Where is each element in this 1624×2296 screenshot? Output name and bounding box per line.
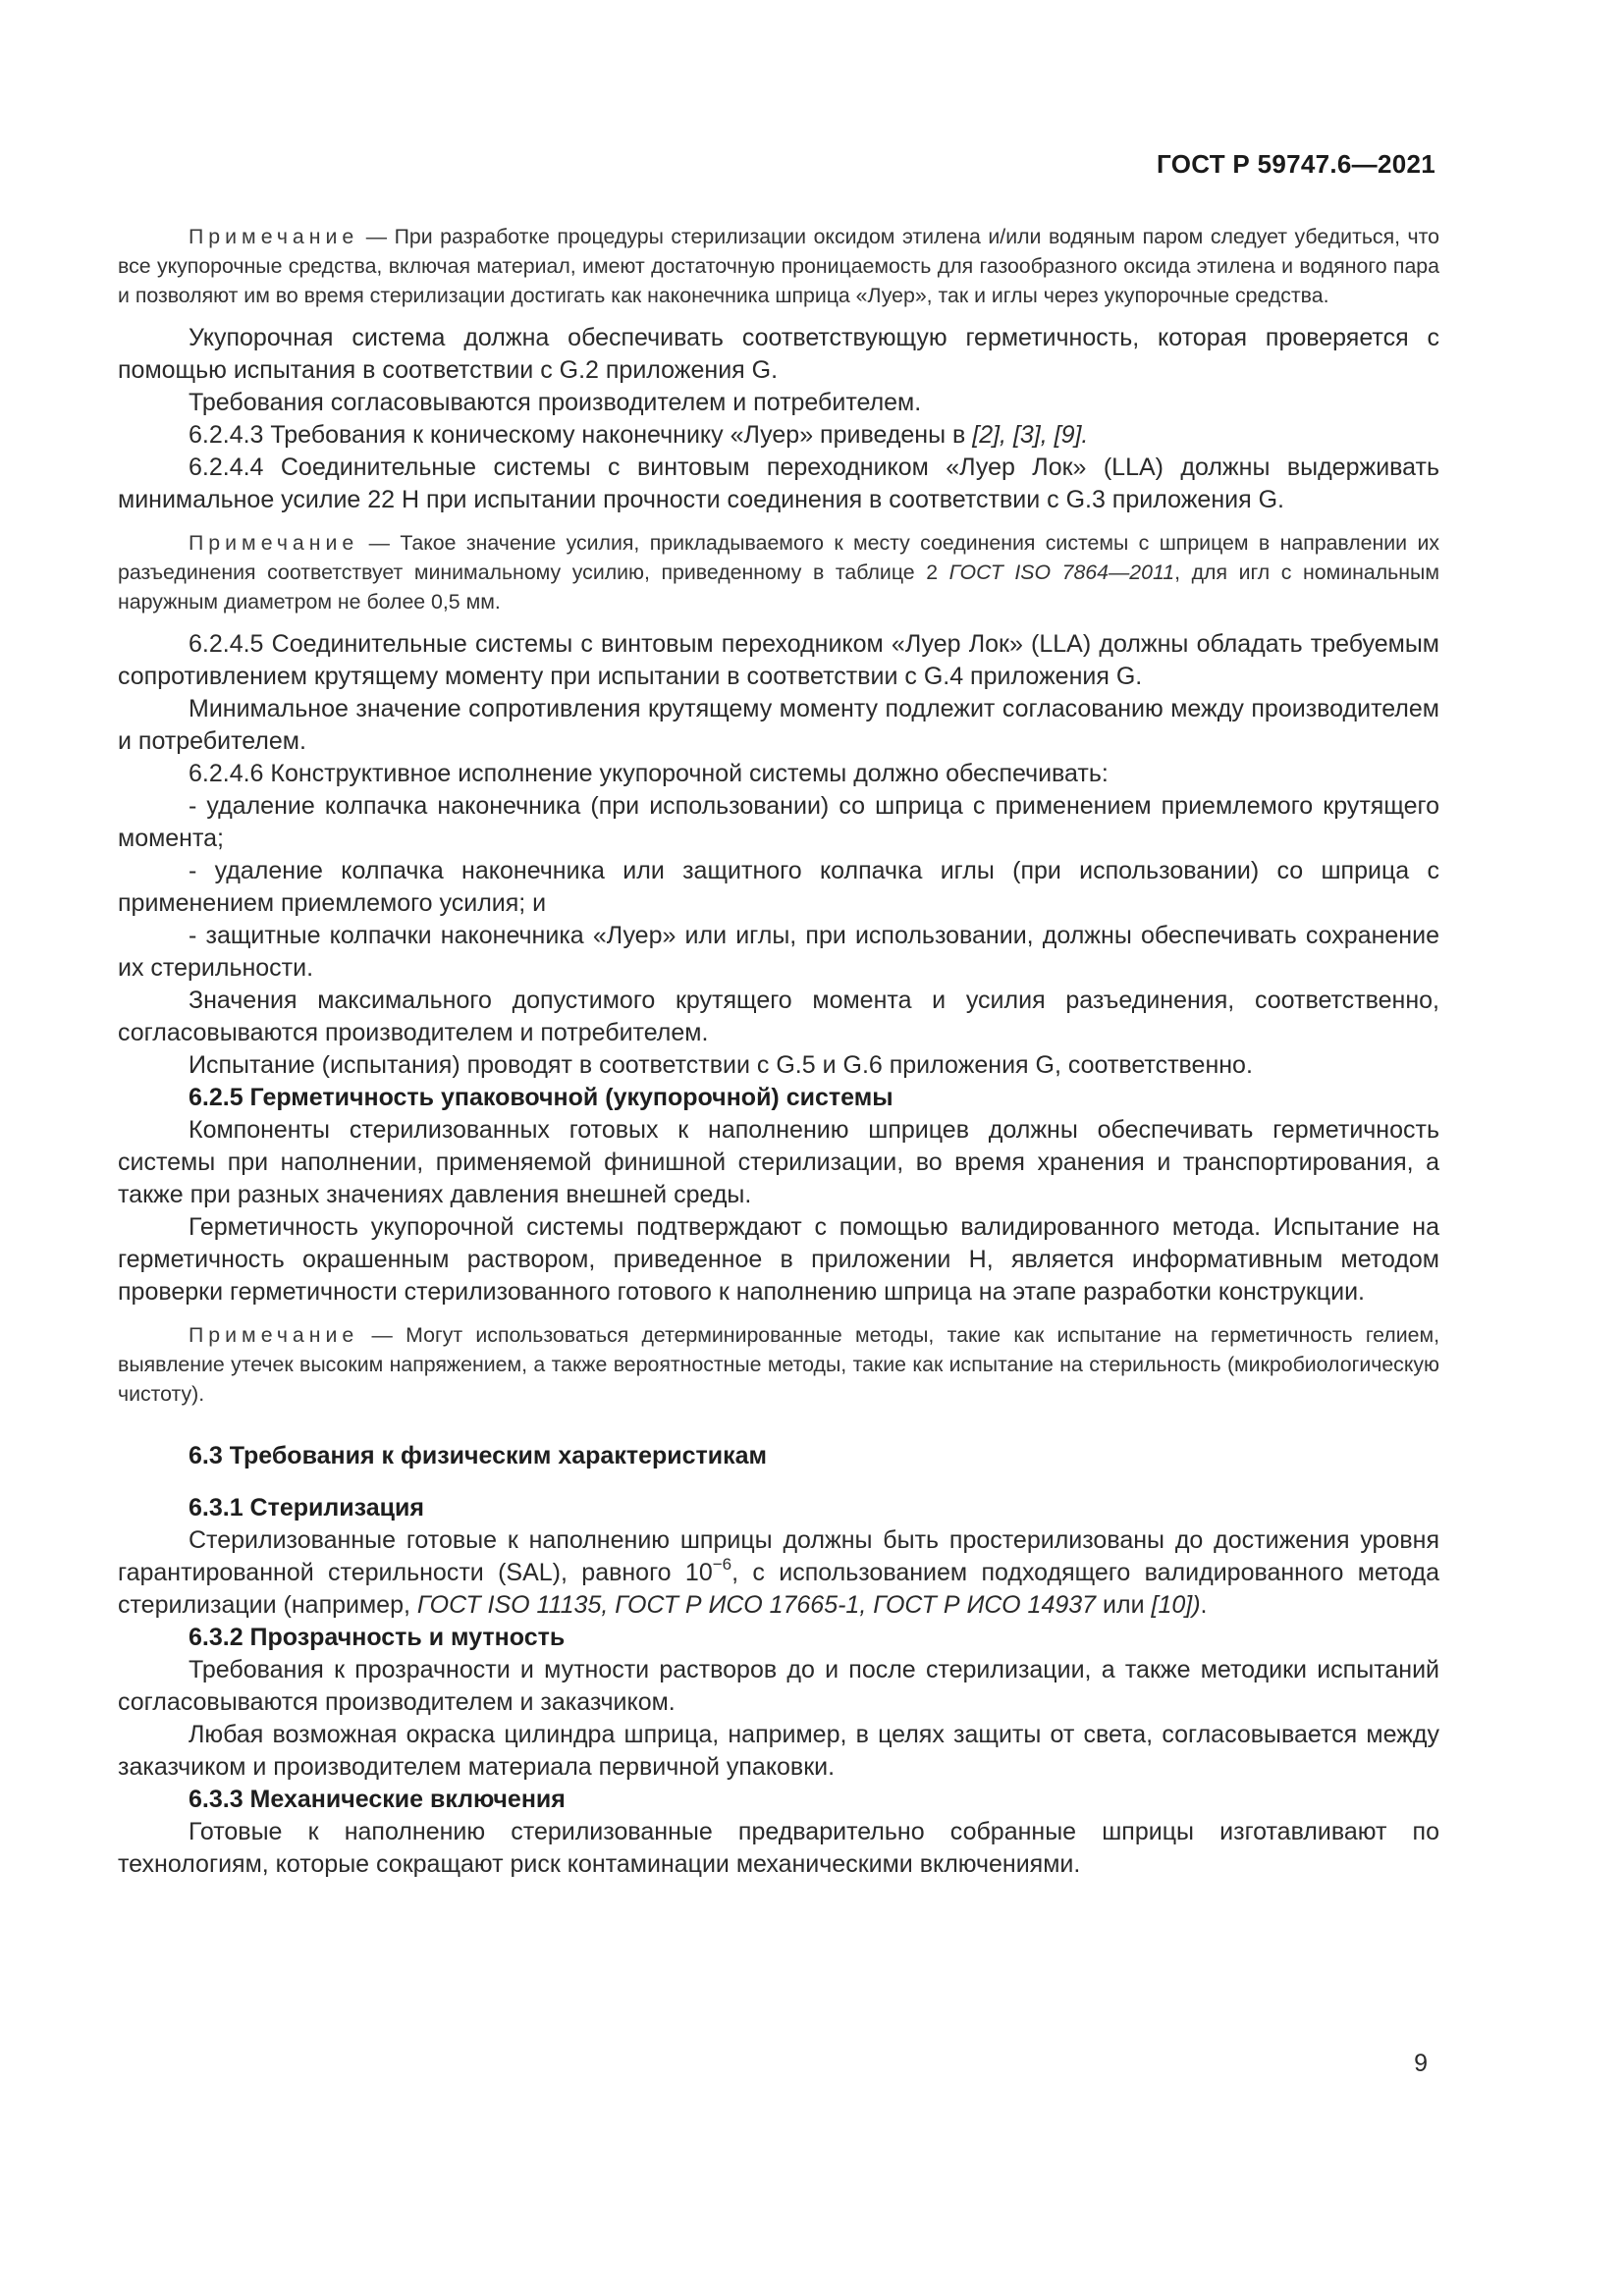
note-lead: Примечание [189,531,359,555]
body-paragraph: Испытание (испытания) проводят в соответствии с G.5 и G.6 приложения G, соответственно. [189,1051,1253,1079]
exponent: −6 [712,1554,732,1574]
list-item: - защитные колпачки наконечника «Луер» или иглы, при использовании, должны обеспечивать сохранение их стерильности. [118,922,1439,982]
note-paragraph [118,222,1439,310]
body-paragraph: 6.2.4.4 Соединительные системы с винтовым переходником «Луер Лок» (LLA) должны выдерживать минимальное усилие 22 Н при испытании прочности соединения в соответствии с G.3 приложения G. [118,454,1439,513]
note-text-tail: , для игл с номинальным наружным диаметром не более 0,5 мм. [118,561,1439,614]
section-heading: 6.2.5 Герметичность упаковочной (укупорочной) системы [189,1084,893,1111]
subsection-heading: 6.3.1 Стерилизация [189,1494,424,1522]
document-code: ГОСТ Р 59747.6—2021 [1157,149,1435,179]
note-text: — Такое значение усилия, прикладываемого к месту соединения системы с шприцем в направлении их разъединения соответствует минимальному усилию, приведенному в таблице 2 [118,531,1439,584]
body-paragraph: Минимальное значение сопротивления крутящему моменту подлежит согласованию между производителем и потребителем. [118,695,1439,755]
list-item: - удаление колпачка наконечника или защитного колпачка иглы (при использовании) со шприца с применением приемлемого усилия; и [118,857,1439,917]
reference-list: [2], [3], [9]. [972,421,1089,449]
page-number: 9 [1414,2050,1428,2077]
subsection-heading: 6.3.2 Прозрачность и мутность [189,1624,566,1651]
note-lead: Примечание [189,1323,359,1347]
body-paragraph: 6.2.4.5 Соединительные системы с винтовым переходником «Луер Лок» (LLA) должны обладать требуемым сопротивлением крутящему моменту при испытании в соответствии с G.4 приложения G. [118,630,1439,690]
note-paragraph [118,1320,1439,1409]
page-content [118,222,1439,1881]
body-paragraph: Герметичность укупорочной системы подтверждают с помощью валидированного метода. Испытание на герметичность окрашенным раствором, приведенное в приложении Н, является информативным методом проверки герметичности стерилизованного готового к наполнению шприца на этапе разработки конструкции. [118,1213,1439,1306]
paragraph-text: . [1200,1591,1208,1619]
list-item: - удаление колпачка наконечника (при использовании) со шприца с применением приемлемого крутящего момента; [118,792,1439,852]
standard-reference: ГОСТ ISO 7864—2011 [948,561,1175,584]
body-paragraph: Готовые к наполнению стерилизованные предварительно собранные шприцы изготавливают по технологиям, которые сокращают риск контаминации механическими включениями. [118,1818,1439,1878]
paragraph-text: Стерилизованные готовые к наполнению шприцы должны быть простерилизованы до достижения уровня гарантированной стерильности (SAL), равного 10 [118,1526,1439,1586]
body-paragraph [118,1524,1439,1622]
body-paragraph: Любая возможная окраска цилиндра шприца, например, в целях защиты от света, согласовывается между заказчиком и производителем материала первичной упаковки. [118,1721,1439,1781]
body-paragraph: Компоненты стерилизованных готовых к наполнению шприцев должны обеспечивать герметичность системы при наполнении, применяемой финишной стерилизации, во время хранения и транспортирования, а также при разных значениях давления внешней среды. [118,1116,1439,1208]
section-heading: 6.3 Требования к физическим характеристикам [189,1442,768,1469]
paragraph-text: или [1096,1591,1152,1619]
paragraph-text: 6.2.4.3 Требования к коническому наконечнику «Луер» приведены в [189,421,973,449]
note-text: — При разработке процедуры стерилизации оксидом этилена и/или водяным паром следует убедиться, что все укупорочные средства, включая материал, имеют достаточную проницаемость для газообразного оксида этилена и водяного пара и позволяют им во время стерилизации достигать как наконечника шприца «Луер», так и иглы через укупорочные средства. [118,225,1439,307]
body-paragraph: 6.2.4.6 Конструктивное исполнение укупорочной системы должно обеспечивать: [189,760,1109,787]
standard-references: ГОСТ ISO 11135, ГОСТ Р ИСО 17665-1, ГОСТ Р ИСО 14937 [416,1591,1097,1619]
note-lead: Примечание [189,225,359,248]
body-paragraph: Требования согласовываются производителем и потребителем. [189,389,922,416]
body-paragraph: Укупорочная система должна обеспечивать соответствующую герметичность, которая проверяется с помощью испытания в соответствии с G.2 приложения G. [118,324,1439,384]
note-text: — Могут использоваться детерминированные методы, такие как испытание на герметичность гелием, выявление утечек высоким напряжением, а также вероятностные методы, такие как испытание на стерильность (микробиологическую чистоту). [118,1323,1439,1406]
reference: [10]) [1151,1591,1201,1619]
body-paragraph: Требования к прозрачности и мутности растворов до и после стерилизации, а также методики испытаний согласовываются производителем и заказчиком. [118,1656,1439,1716]
paragraph-text: , с использованием подходящего валидированного метода стерилизации (например, [118,1559,1439,1619]
subsection-heading: 6.3.3 Механические включения [189,1786,566,1813]
note-paragraph [118,528,1439,616]
body-paragraph [118,419,1439,452]
body-paragraph: Значения максимального допустимого крутящего момента и усилия разъединения, соответственно, согласовываются производителем и потребителем. [118,987,1439,1046]
